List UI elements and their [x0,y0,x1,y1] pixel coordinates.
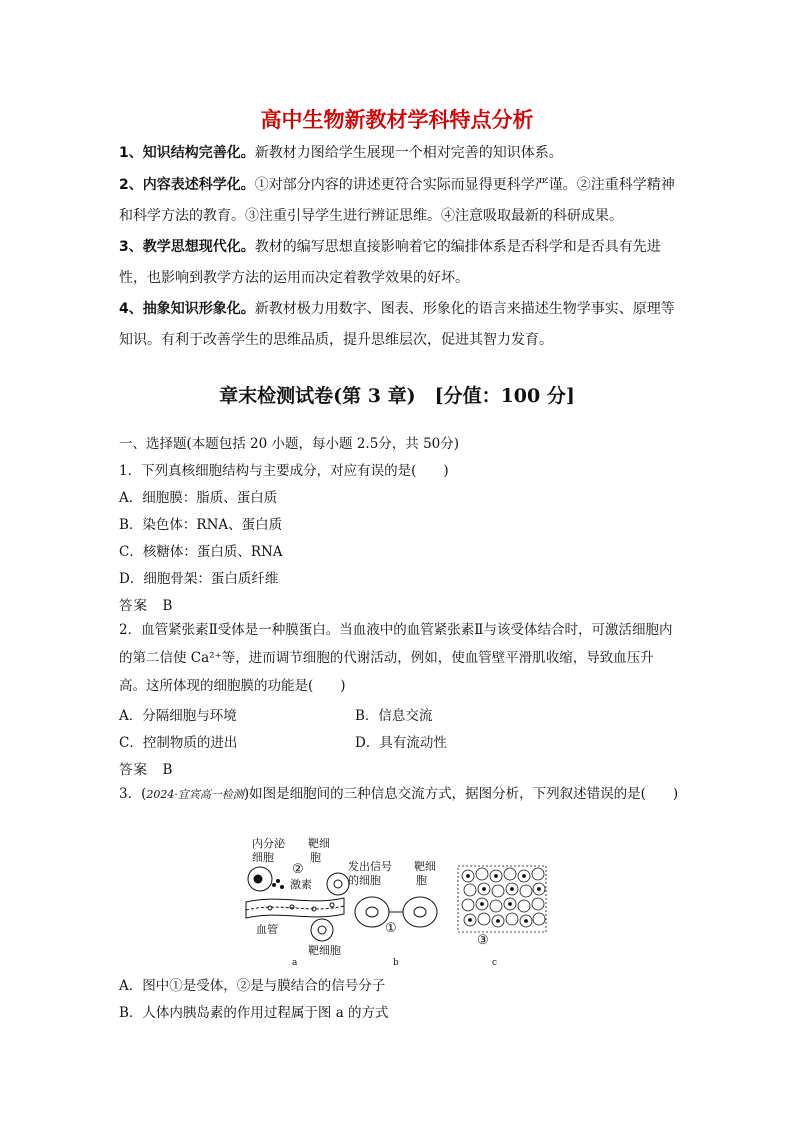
q1-option-b: B．染色体：RNA、蛋白质 [119,517,283,533]
q1-option-a: A．细胞膜：脂质、蛋白质 [119,490,278,506]
q2-option-d: D．具有流动性 [355,735,447,751]
panel-c-diagram [458,866,546,968]
label-panel-c: c [492,958,498,968]
feature-4-body: 新教材极力用数字、图表、形象化的语言来描述生物学事实、原理等知识。有利于改善学生的思维品质，提升思维层次，促进其智力发育。 [119,301,675,348]
label-circle-3: ③ [477,933,489,948]
section-heading: 一、选择题(本题包括 20 小题，每小题 2.5分，共 50分) [119,436,460,452]
feature-2-body: ①对部分内容的讲述更符合实际而显得更科学严谨。②注重科学精神和科学方法的教育。③注重引导学生进行辨证思维。④注意吸取最新的科研成果。 [119,177,675,224]
target-cell-top [327,873,349,895]
q1-option-d: D．细胞骨架：蛋白质纤维 [119,571,279,587]
label-target-bottom: 靶细胞 [308,944,341,957]
target-cell-bottom [311,919,333,941]
feature-2-head: 2、内容表述科学化。 [119,177,255,193]
feature-3-head: 3、教学思想现代化。 [119,239,255,255]
blood-vessel [246,898,344,918]
q3-stem-prefix: 3．( [119,786,147,802]
q3-stem-rest: )如图是细胞间的三种信息交流方式，据图分析，下列叙述错误的是( ) [243,786,679,802]
target-cell-b [403,897,437,927]
label-endocrine-1: 内分泌 [252,837,285,850]
endocrine-nucleus [254,875,262,883]
feature-4-head: 4、抽象知识形象化。 [119,301,255,317]
feature-2 [119,170,679,232]
q2-option-c: C．控制物质的进出 [119,735,238,751]
q2-option-b: B．信息交流 [355,708,433,724]
label-sender-2: 的细胞 [348,874,381,887]
label-target-top-1: 靶细 [308,837,330,850]
exam-title: 章末检测试卷(第 3 章) [分值：100 分] [219,385,575,407]
q2-option-a: A．分隔细胞与环境 [119,708,237,724]
q3-option-b: B．人体内胰岛素的作用过程属于图 a 的方式 [119,1005,389,1021]
feature-1 [119,138,679,169]
label-circle-2: ② [292,862,304,877]
label-target-b-1: 靶细 [414,860,436,873]
label-panel-b: b [393,958,399,968]
sender-cell [355,897,389,927]
feature-4 [119,294,679,356]
feature-1-body: 新教材力图给学生展现一个相对完善的知识体系。 [254,145,563,161]
q3-option-a: A．图中①是受体，②是与膜结合的信号分子 [119,978,386,994]
label-circle-1: ① [385,921,397,936]
q3-stem [119,780,679,809]
label-panel-a: a [292,958,298,968]
panel-b-diagram [348,859,437,968]
q2-stem: 2．血管紧张素Ⅱ受体是一种膜蛋白。当血液中的血管紧张素Ⅱ与该受体结合时，可激活细胞内的第二信使 Ca²⁺等，进而调节细胞的代谢活动，例如，使血管壁平滑肌收缩，导致血压升高。这所体现的细胞膜的功能是( ) [119,622,673,694]
q1-answer: 答案 B [119,598,174,614]
q3-source: 2024·宜宾高一检测 [146,788,244,801]
page-title: 高中生物新教材学科特点分析 [260,108,534,132]
feature-3-body: 教材的编写思想直接影响着它的编排体系是否科学和是否具有先进性，也影响到教学方法的运用而决定着教学效果的好坏。 [119,239,661,286]
label-endocrine-2: 细胞 [252,851,274,864]
label-hormone: 激素 [290,878,312,891]
label-target-b-2: 胞 [416,874,427,887]
panel-a-diagram [246,836,349,968]
q1-stem: 1．下列真核细胞结构与主要成分，对应有误的是( ) [119,463,449,479]
feature-1-head: 1、知识结构完善化。 [119,145,255,161]
cell-signaling-figure [240,834,550,968]
label-target-top-2: 胞 [310,851,321,864]
q2-answer: 答案 B [119,762,174,778]
q1-option-c: C．核糖体：蛋白质、RNA [119,544,283,560]
label-blood-vessel: 血管 [256,923,278,936]
label-sender-1: 发出信号 [348,860,392,873]
feature-3 [119,232,679,294]
